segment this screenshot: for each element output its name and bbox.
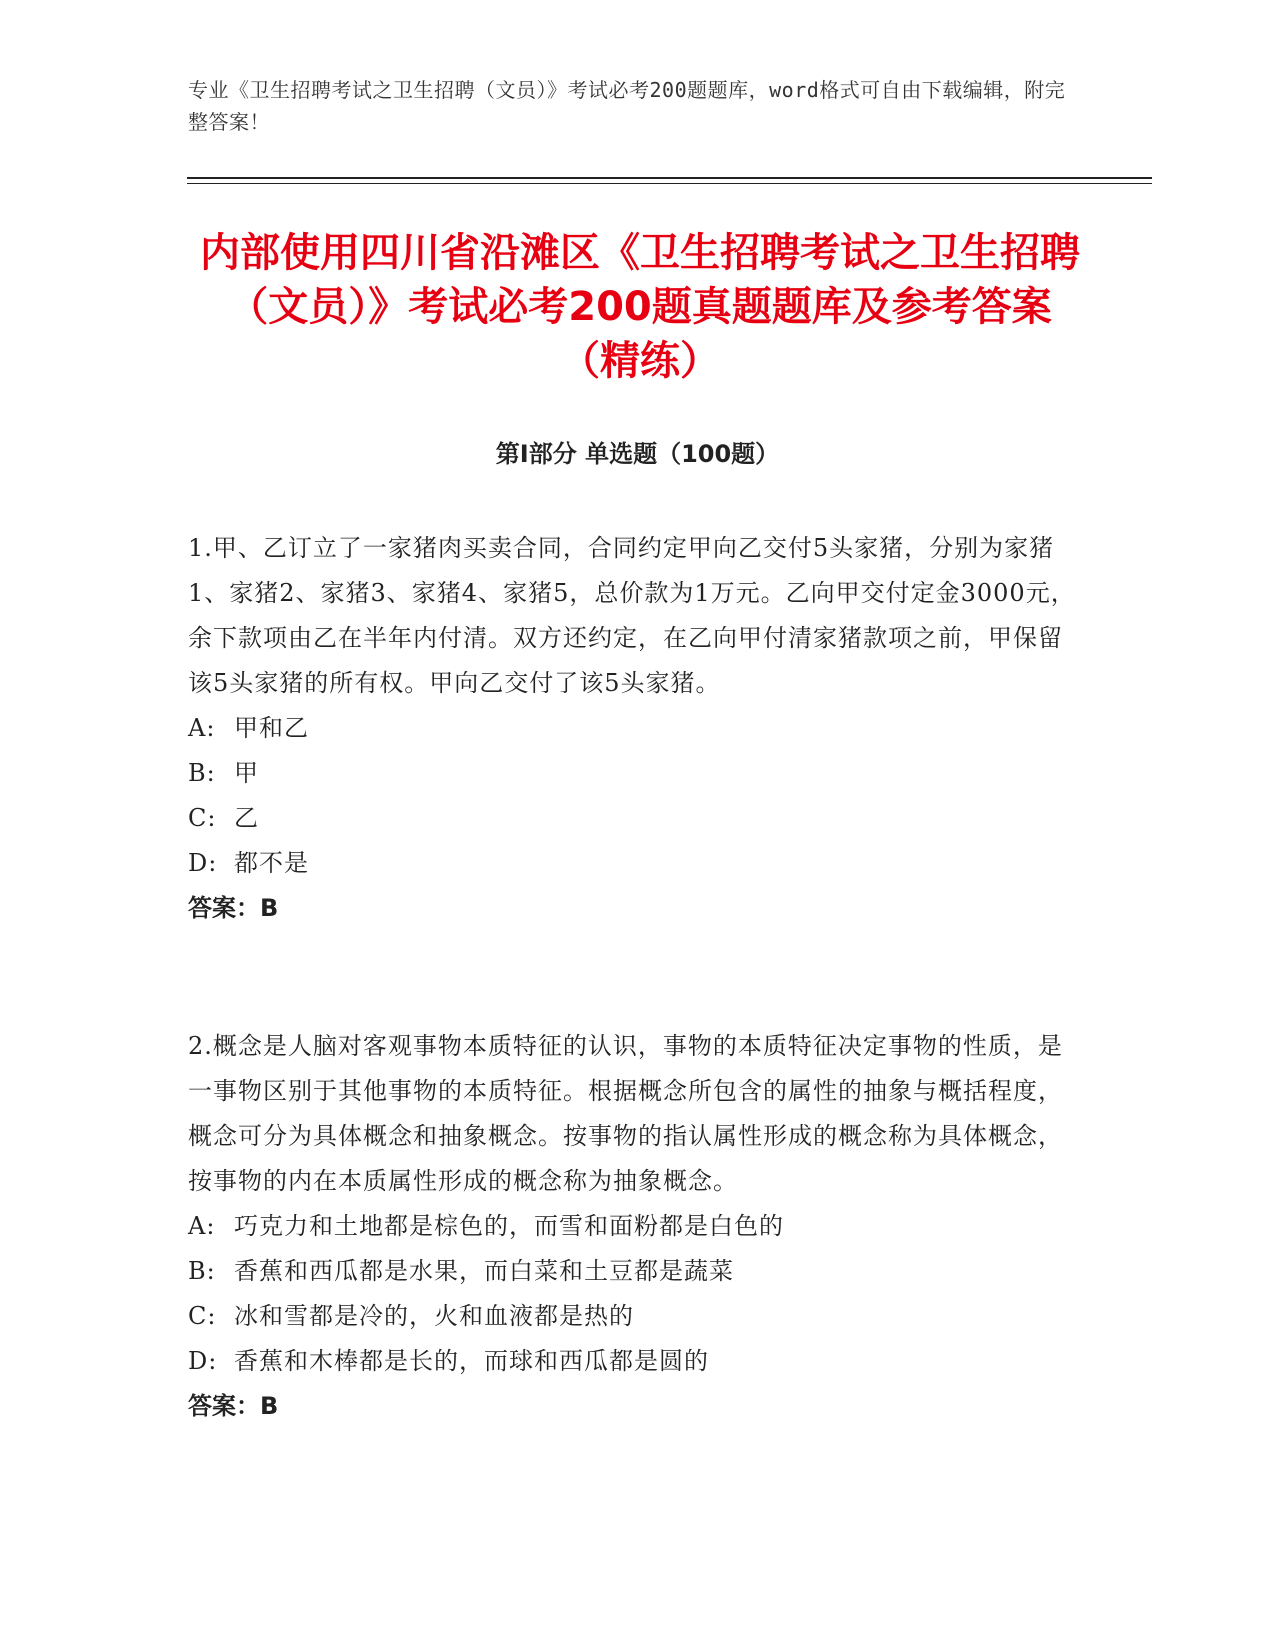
- option-b: [188, 1249, 1078, 1294]
- option-a: [188, 706, 1078, 751]
- option-d: [188, 841, 1078, 886]
- option-text: 冰和雪都是冷的，火和血液都是热的: [234, 1302, 634, 1330]
- option-text: 甲: [234, 759, 259, 787]
- answer-label: 答案：B: [188, 894, 279, 922]
- question-2: [188, 1024, 1078, 1429]
- option-text: 乙: [234, 804, 259, 832]
- header-divider-thick: [187, 177, 1152, 179]
- option-letter: A:: [188, 1212, 216, 1240]
- option-c: [188, 796, 1078, 841]
- option-letter: C:: [188, 804, 217, 832]
- option-letter: B:: [188, 1257, 216, 1285]
- question-1: [188, 526, 1078, 931]
- option-letter: B:: [188, 759, 216, 787]
- option-text: 巧克力和土地都是棕色的，而雪和面粉都是白色的: [234, 1212, 784, 1240]
- option-a: [188, 1204, 1078, 1249]
- option-letter: D:: [188, 1347, 218, 1375]
- document-title: 内部使用四川省沿滩区《卫生招聘考试之卫生招聘（文员）》考试必考200题真题题库及参考答案（精练）: [200, 230, 1080, 384]
- answer-label: 答案：B: [188, 1392, 279, 1420]
- option-letter: A:: [188, 714, 216, 742]
- option-d: [188, 1339, 1078, 1384]
- option-text: 都不是: [234, 849, 309, 877]
- option-text: 甲和乙: [234, 714, 309, 742]
- question-stem: 2.概念是人脑对客观事物本质特征的认识，事物的本质特征决定事物的性质，是一事物区别于其他事物的本质特征。根据概念所包含的属性的抽象与概括程度，概念可分为具体概念和抽象概念。按事物的指认属性形成的概念称为具体概念，按事物的内在本质属性形成的概念称为抽象概念。: [188, 1032, 1063, 1195]
- question-stem: 1.甲、乙订立了一家猪肉买卖合同，合同约定甲向乙交付5头家猪，分别为家猪1、家猪2、家猪3、家猪4、家猪5，总价款为1万元。乙向甲交付定金3000元，余下款项由乙在半年内付清。双方还约定，在乙向甲付清家猪款项之前，甲保留该5头家猪的所有权。甲向乙交付了该5头家猪。: [188, 534, 1076, 697]
- header-note: 专业《卫生招聘考试之卫生招聘（文员）》考试必考200题题库，word格式可自由下载编辑，附完整答案！: [188, 78, 1066, 134]
- option-text: 香蕉和木棒都是长的，而球和西瓜都是圆的: [234, 1347, 709, 1375]
- section-title: 第Ⅰ部分 单选题（100题）: [495, 440, 780, 468]
- option-b: [188, 751, 1078, 796]
- option-letter: D:: [188, 849, 218, 877]
- option-text: 香蕉和西瓜都是水果，而白菜和土豆都是蔬菜: [234, 1257, 734, 1285]
- header-divider-thin: [187, 183, 1152, 184]
- option-letter: C:: [188, 1302, 217, 1330]
- option-c: [188, 1294, 1078, 1339]
